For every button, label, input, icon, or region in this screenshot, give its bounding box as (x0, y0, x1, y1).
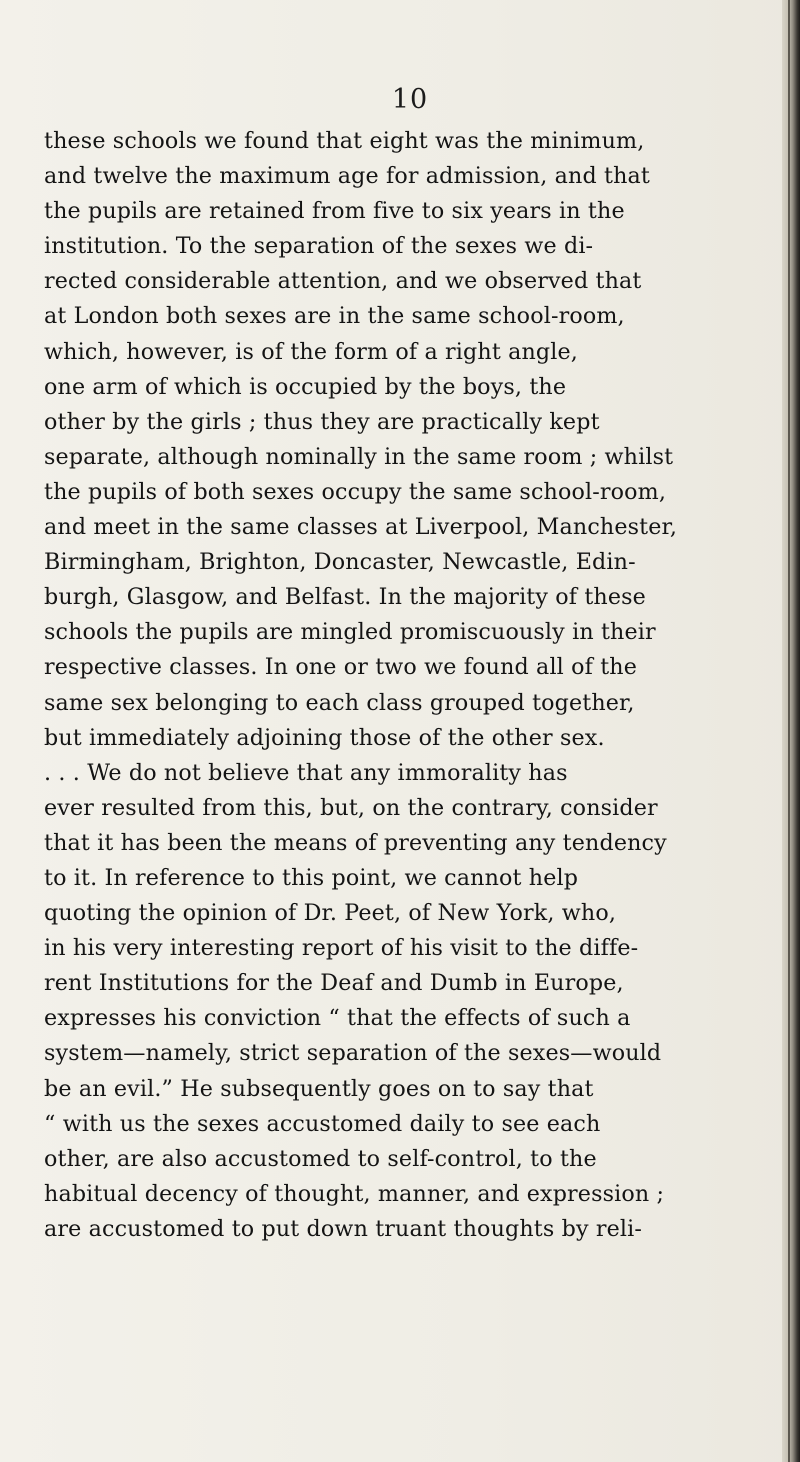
text-line: rected considerable attention, and we observed that (44, 268, 642, 295)
text-line: schools the pupils are mingled promiscuously in their (44, 619, 656, 646)
text-line: expresses his conviction “ that the effects of such a (44, 1005, 631, 1032)
text-line: other, are also accustomed to self-control, to the (44, 1145, 597, 1172)
text-line: institution. To the separation of the sexes we di- (44, 233, 594, 260)
text-line: Birmingham, Brighton, Doncaster, Newcastle, Edin- (44, 549, 636, 576)
text-line: quoting the opinion of Dr. Peet, of New York, who, (44, 900, 617, 927)
text-line: and twelve the maximum age for admission, and that (44, 163, 650, 190)
text-line: rent Institutions for the Deaf and Dumb in Europe, (44, 970, 624, 997)
text-line: other by the girls ; thus they are practically kept (44, 408, 600, 435)
body-text (44, 124, 800, 1247)
page-edge-shadow (782, 0, 800, 1462)
text-line: in his very interesting report of his visit to the diffe- (44, 935, 639, 962)
text-line: but immediately adjoining those of the other sex. (44, 724, 605, 751)
text-line: these schools we found that eight was the minimum, (44, 128, 645, 154)
page-number: 10 (391, 84, 429, 115)
text-line: one arm of which is occupied by the boys, the (44, 373, 567, 400)
page-edge-line (788, 0, 790, 1462)
text-line: “ with us the sexes accustomed daily to see each (44, 1110, 601, 1137)
text-line: habitual decency of thought, manner, and expression ; (44, 1180, 665, 1207)
text-line: separate, although nominally in the same room ; whilst (44, 443, 674, 470)
text-line: that it has been the means of preventing any tendency (44, 829, 667, 856)
text-line: are accustomed to put down truant thoughts by reli- (44, 1215, 643, 1242)
text-line: at London both sexes are in the same school-room, (44, 303, 625, 330)
text-line: and meet in the same classes at Liverpool, Manchester, (44, 514, 678, 541)
text-line: respective classes. In one or two we found all of the (44, 654, 637, 681)
text-line: to it. In reference to this point, we cannot help (44, 864, 579, 891)
text-line: the pupils are retained from five to six years in the (44, 198, 625, 225)
text-line: ever resulted from this, but, on the contrary, consider (44, 794, 658, 821)
text-line: be an evil.” He subsequently goes on to say that (44, 1075, 594, 1102)
text-line: the pupils of both sexes occupy the same school-room, (44, 478, 667, 505)
text-line: burgh, Glasgow, and Belfast. In the majority of these (44, 584, 646, 611)
text-line: which, however, is of the form of a right angle, (44, 338, 578, 365)
text-line: system—namely, strict separation of the sexes—would (44, 1040, 662, 1067)
text-line: . . . We do not believe that any immorality has (44, 759, 568, 786)
text-line: same sex belonging to each class grouped together, (44, 689, 635, 716)
